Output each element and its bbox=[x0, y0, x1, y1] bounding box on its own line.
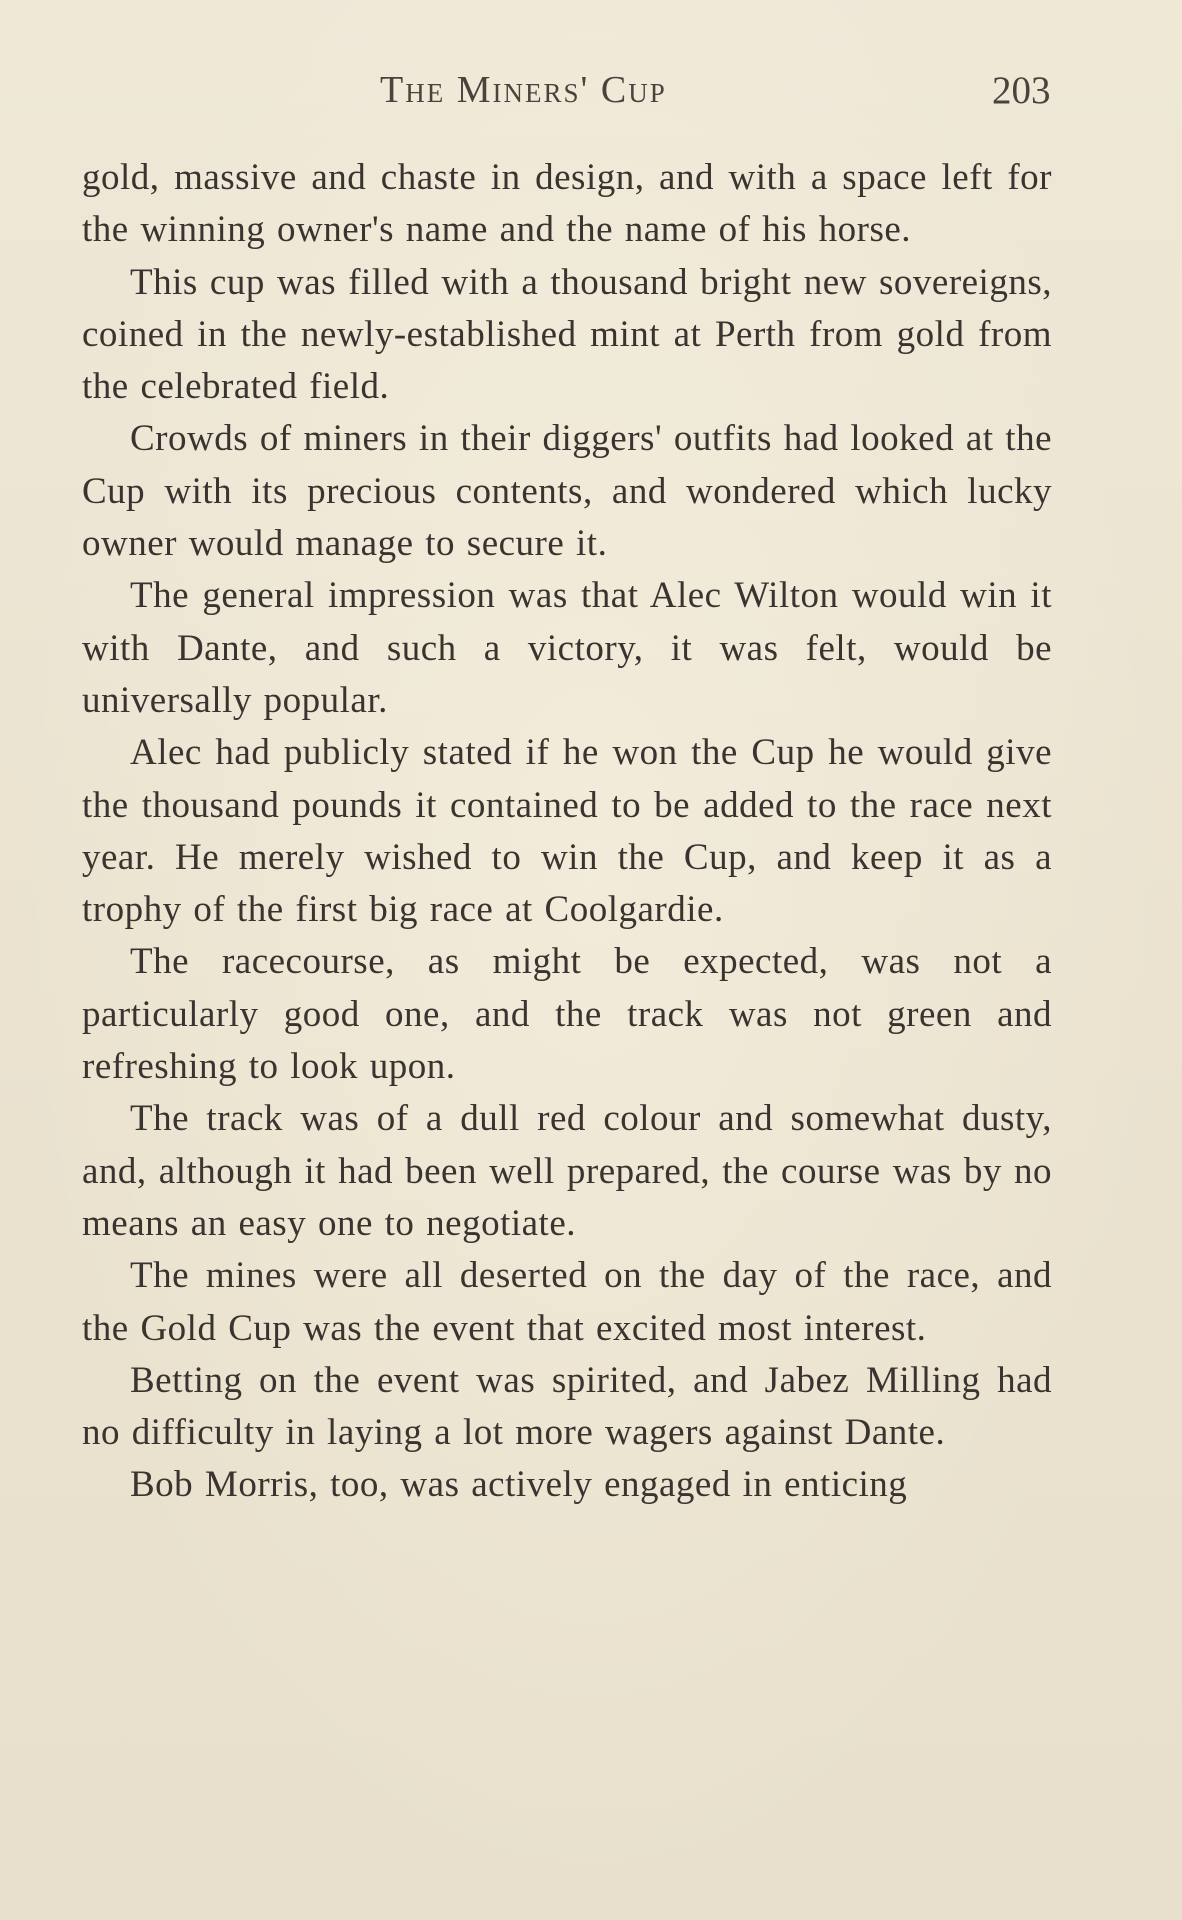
paragraph: The racecourse, as might be expected, was not a particularly good one, and the track was not green and refreshing to look upon. bbox=[82, 941, 1052, 1088]
page-number: 203 bbox=[992, 69, 1051, 112]
paragraph: Crowds of miners in their diggers' outfits had looked at the Cup with its precious contents, and wondered which lucky owner would manage to secure it. bbox=[82, 418, 1052, 565]
paragraph: Alec had publicly stated if he won the Cup he would give the thousand pounds it contained to be added to the race next year. He merely wished to win the Cup, and keep it as a trophy of the first big race at Coolgardie. bbox=[82, 732, 1052, 931]
body-text bbox=[82, 152, 1052, 1512]
paragraph: The general impression was that Alec Wilton would win it with Dante, and such a victory, it was felt, would be universally popular. bbox=[82, 575, 1052, 721]
paragraph: Bob Morris, too, was actively engaged in enticing bbox=[130, 1464, 908, 1506]
paragraph: gold, massive and chaste in design, and with a space left for the winning owner's name and the name of his horse. bbox=[82, 157, 1052, 251]
running-head bbox=[0, 68, 1182, 118]
chapter-title: The Miners' Cup bbox=[380, 69, 667, 111]
paragraph: The track was of a dull red colour and somewhat dusty, and, although it had been well prepared, the course was by no means an easy one to negotiate. bbox=[82, 1098, 1052, 1244]
paragraph: This cup was filled with a thousand bright new sovereigns, coined in the newly-established mint at Perth from gold from the celebrated field. bbox=[82, 261, 1052, 408]
paragraph: Betting on the event was spirited, and Jabez Milling had no difficulty in laying a lot more wagers against Dante. bbox=[82, 1359, 1052, 1454]
paragraph: The mines were all deserted on the day of the race, and the Gold Cup was the event that excited most interest. bbox=[82, 1255, 1052, 1349]
